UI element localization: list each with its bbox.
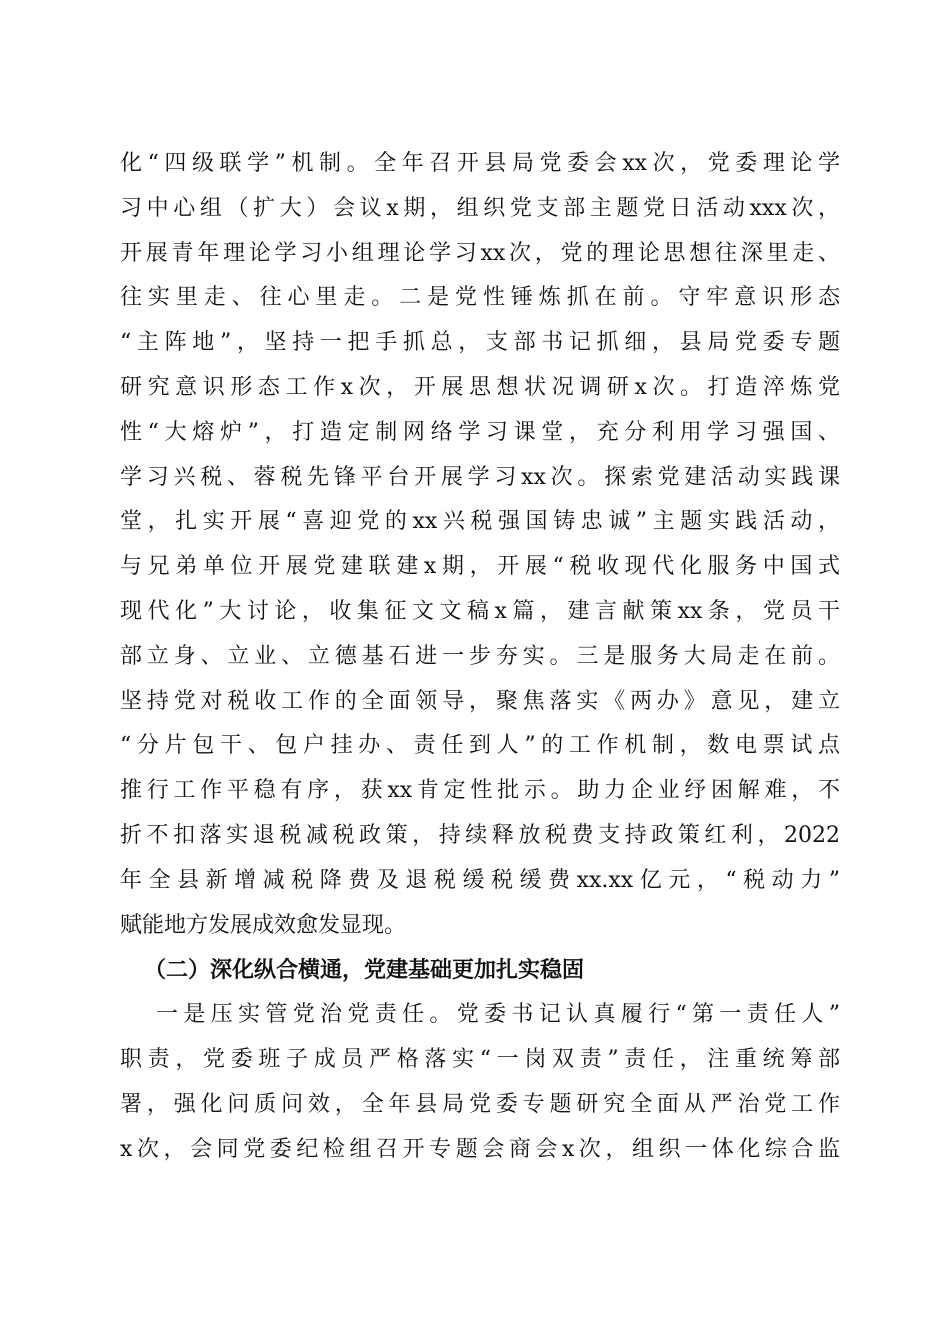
text-line: x次，会同党委纪检组召开专题会商会x次，组织一体化综合监 (120, 1136, 840, 1162)
text-line: 习中心组（扩大）会议x期，组织党支部主题党日活动xxx次， (120, 195, 840, 221)
text-line: 折不扣落实退税减税政策，持续释放税费支持政策红利，2022 (120, 822, 840, 848)
text-line: 往实里走、往心里走。二是党性锤炼抓在前。守牢意识形态 (120, 285, 840, 311)
text-line: 推行工作平稳有序，获xx肯定性批示。助力企业纾困解难，不 (120, 778, 840, 804)
text-line: 部立身、立业、立德基石进一步夯实。三是服务大局走在前。 (120, 643, 840, 669)
text-line: “主阵地”，坚持一把手抓总，支部书记抓细，县局党委专题 (120, 330, 840, 356)
text-line: 一是压实管党治党责任。党委书记认真履行“第一责任人” (156, 1002, 840, 1028)
section-heading: （二）深化纵合横通，党建基础更加扎实稳固 (144, 957, 585, 984)
text-line: 署，强化问质问效，全年县局党委专题研究全面从严治党工作 (120, 1091, 840, 1117)
text-line: 职责，党委班子成员严格落实“一岗双责”责任，注重统筹部 (120, 1046, 840, 1072)
text-line: 与兄弟单位开展党建联建x期，开展“税收现代化服务中国式 (120, 554, 840, 580)
text-line: 年全县新增减税降费及退税缓税缓费xx.xx亿元，“税动力” (120, 867, 840, 893)
text-line: 性“大熔炉”，打造定制网络学习课堂，充分利用学习强国、 (120, 419, 840, 445)
text-line: 化“四级联学”机制。全年召开县局党委会xx次，党委理论学 (120, 151, 840, 176)
body-text (120, 142, 840, 1172)
text-line: “分片包干、包户挂办、责任到人”的工作机制，数电票试点 (120, 733, 840, 759)
text-line: 研究意识形态工作x次，开展思想状况调研x次。打造淬炼党 (120, 374, 840, 400)
text-line: 开展青年理论学习小组理论学习xx次，党的理论思想往深里走、 (120, 240, 840, 266)
text-line: 堂，扎实开展“喜迎党的xx兴税强国铸忠诚”主题实践活动， (120, 509, 840, 535)
text-line: 坚持党对税收工作的全面领导，聚焦落实《两办》意见，建立 (120, 688, 840, 714)
text-line: 赋能地方发展成效愈发显现。 (120, 912, 407, 938)
text-line: 学习兴税、蓉税先锋平台开展学习xx次。探索党建活动实践课 (120, 464, 840, 490)
text-line: 现代化”大讨论，收集征文文稿x篇，建言献策xx条，党员干 (120, 598, 840, 624)
